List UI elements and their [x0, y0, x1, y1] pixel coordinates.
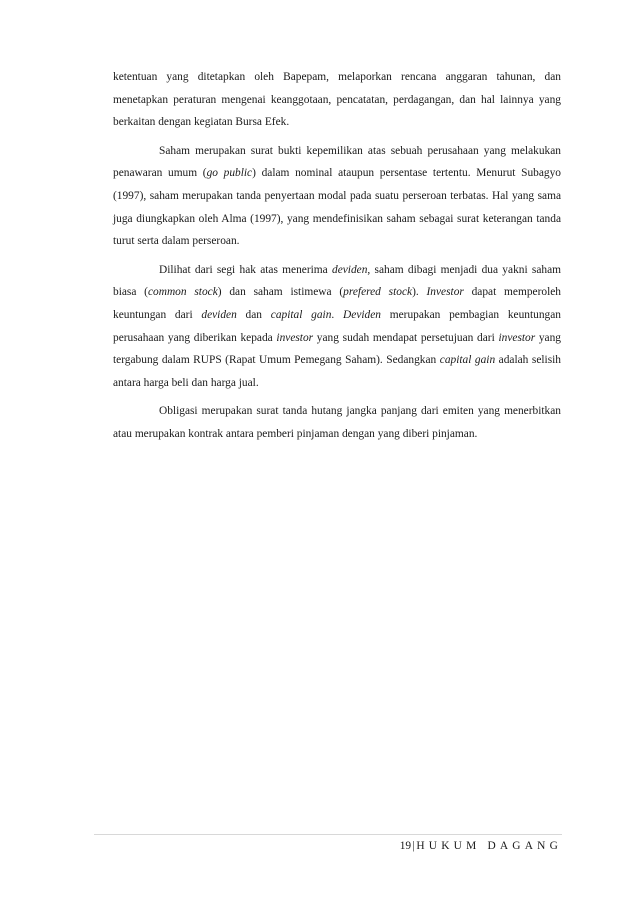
text-run: Obligasi merupakan surat tanda hutang jangka panjang dari emiten yang menerbitkan atau merupakan kontrak antara pemberi pinjaman dengan yang diberi pinjaman.	[113, 405, 561, 440]
text-run: dapat memperoleh keuntungan dari	[113, 286, 561, 321]
text-run: .	[331, 308, 344, 321]
paragraph-1	[113, 66, 561, 134]
text-run: ) dalam nominal ataupun persentase tertentu. Menurut Subagyo (1997), saham merupakan tanda penyertaan modal pada suatu perseroan terbatas. Hal yang sama juga diungkapkan oleh Alma (1997), yang mendefinisikan saham sebagai surat keterangan tanda turut serta dalam perseroan.	[113, 167, 561, 248]
text-run: yang tergabung dalam RUPS (Rapat Umum Pemegang Saham). Sedangkan	[113, 331, 562, 367]
italic-term: common stock	[147, 286, 218, 299]
text-run: , saham dibagi menjadi dua yakni saham biasa (	[113, 263, 561, 299]
running-title: HUKUM DAGANG	[416, 840, 562, 852]
footer-divider	[94, 834, 562, 835]
italic-term: deviden	[201, 308, 237, 321]
text-run: dan	[236, 308, 271, 321]
text-run: Saham merupakan surat bukti kepemilikan atas sebuah perusahaan yang melakukan penawaran umum (	[113, 144, 561, 180]
page-number: 19	[399, 840, 412, 852]
text-run: merupakan pembagian keuntungan perusahaan yang diberikan kepada	[113, 308, 561, 344]
paragraph-3	[113, 259, 561, 395]
italic-term: capital gain	[270, 308, 332, 321]
footer-separator: |	[412, 840, 415, 852]
text-run: Dilihat dari segi hak atas menerima	[159, 263, 332, 276]
body-text	[113, 66, 561, 452]
italic-term: investor	[498, 331, 536, 344]
italic-term: capital gain	[439, 354, 496, 367]
paragraph-4	[113, 400, 561, 445]
text-run: ) dan saham istimewa (	[217, 286, 344, 299]
italic-term: Investor	[426, 286, 464, 299]
italic-term: prefered stock	[343, 286, 413, 299]
text-run: ).	[412, 286, 427, 299]
page-footer	[400, 840, 562, 852]
italic-term: Deviden	[343, 308, 381, 321]
text-run: yang sudah mendapat persetujuan dari	[313, 331, 499, 344]
italic-term: deviden	[332, 263, 368, 276]
paragraph-2	[113, 140, 561, 253]
italic-term: go public	[206, 167, 253, 180]
italic-term: investor	[276, 331, 314, 344]
text-run: adalah selisih antara harga beli dan harga jual.	[113, 354, 561, 389]
text-run: ketentuan yang ditetapkan oleh Bapepam, melaporkan rencana anggaran tahunan, dan menetapkan peraturan mengenai keanggotaan, pencatatan, perdagangan, dan hal lainnya yang berkaitan dengan kegiatan Bursa Efek.	[113, 71, 561, 129]
